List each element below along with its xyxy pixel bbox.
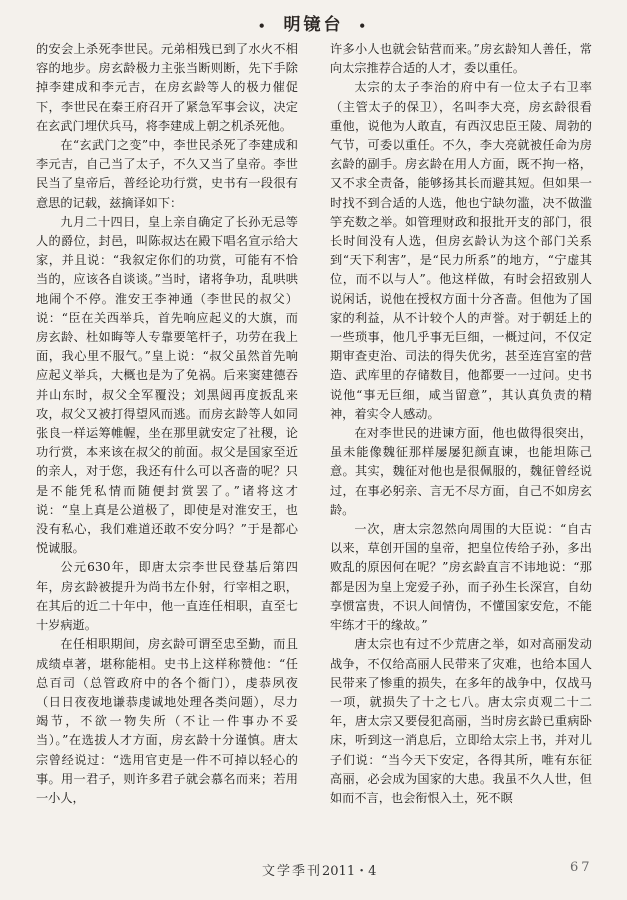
paragraph: 的安会上杀死李世民。元弟相残已到了水火不相容的地步。房玄龄极力主张当断则断，先下手除掉李建成和李元吉，在房玄龄等人的极力催促下，李世民在秦王府召开了紧急军事会议，决定在玄武门埋伏兵马，将李建成上朝之机杀死他。	[36, 42, 298, 133]
paragraph: 许多小人也就会钻营而来。”房玄龄知人善任，常向太宗推荐合适的人才，委以重任。	[330, 42, 592, 76]
paragraph: 在对李世民的进谏方面，他也做得很突出，虽未能像魏征那样屡屡犯颜直谏，也能坦陈己意。其实，魏征对他也是很佩服的，魏征曾经说过，在事必躬亲、言无不尽方面，自己不如房玄龄。	[330, 426, 592, 517]
paragraph: 九月二十四日，皇上亲自确定了长孙无忌等人的爵位，封邑，叫陈叔达在殿下唱名宣示给大家，并且说：“我叙定你们的功赏，可能有不恰当的，应该各自谈谈。”当时，诸将争功，乱哄哄地闹个不停。淮安王李神通（李世民的叔父）说：“臣在关西举兵，首先响应起义的大旗，而房玄龄、杜如晦等人专靠要笔杆子，功劳在我上面，我心里不服气。”皇上说：“叔父虽然首先响应起义举兵，大概也是为了免祸。后来窦建德吞并山东时，叔父全军覆没；刘黑闼再度扳乱来攻，叔父又被打得望风而逃。而房玄龄等人如同张良一样运筹帷幄，坐在那里就安定了社稷，论功行赏，本来该在叔父的前面。叔父是国家至近的亲人，对于您，我还有什么可以吝啬的呢？只是不能凭私情而随便封赏罢了。”诸将这才说：“皇上真是公道极了，即使是对淮安王，也没有私心，我们难道还敢不安分吗？”于是都心悦诚服。	[36, 214, 298, 556]
page-number: 67	[570, 860, 593, 875]
paragraph: 一次，唐太宗忽然向周围的大臣说：“自古以来，草创开国的皇帝，把皇位传给子孙，多出败乱的原因何在呢？”房玄龄直言不讳地说：“那都是因为皇上宠爱子孙，而子孙生长深宫，自幼享惯富贵，不识人间情伪，不懂国家安危，不能牢练才干的缘故。”	[330, 522, 592, 633]
header-dot-left: •	[257, 18, 269, 33]
section-header	[0, 10, 627, 35]
paragraph: 在“玄武门之变”中，李世民杀死了李建成和李元吉，自己当了太子，不久又当了皇帝。李世民当了皇帝后，普经论功行赏，史书有一段很有意思的记载，兹摘译如下：	[36, 138, 298, 210]
paragraph: 唐太宗也有过不少荒唐之举，如对高丽发动战争，不仅给高丽人民带来了灾难，也给本国人民带来了惨重的损失，在多年的战争中，仅战马一项，就损失了十之七八。唐太宗贞观二十二年，唐太宗又要侵犯高丽，当时房玄龄已重病卧床，听到这一消息后，立即给太宗上书，并对儿子们说：“当今天下安定，各得其所，唯有东征高丽，必会成为国家的大患。我虽不久人世，但如而不言，也会衔恨入土，死不瞑	[330, 637, 592, 805]
issue-number: 2011・4	[322, 864, 377, 879]
left-column	[36, 40, 298, 845]
paragraph: 太宗的太子李治的府中有一位太子右卫率（主管太子的保卫），名叫李大亮，房玄龄很看重他，说他为人敢直，有西汉忠臣王陵、周勃的气节，可委以重任。不久，李大亮就被任命为房玄龄的副手。房玄龄在用人方面，既不拘一格，又不求全责备，能够扬其长而避其短。但如果一时找不到合适的人选，他也宁缺勿滥，决不做滥竽充数之举。如管理财政和报批开支的部门，很长时间没有人选，但房玄龄认为这个部门关系到“天下利害”，是“民力所系”的地方，“宁虚其位，而不以与人”。他这样做，有时会招致别人说闲话，说他在授权方面十分吝啬。但他为了国家的利益，从不计较个人的声誉。对于朝廷上的一些琐事，他几乎事无巨细，一概过问，不仅定期审查吏治、司法的得失优劣，甚至连宫室的营造、武库里的存储数目，他都要一一过问。史书说他“事无巨细，咸当留意”，其认真负责的精神，着实令人感动。	[330, 80, 592, 421]
section-title: 明镜台	[283, 15, 344, 35]
journal-name: 文学季刊	[262, 864, 323, 879]
header-dot-right: •	[358, 18, 370, 33]
paragraph: 公元630年，即唐太宗李世民登基后第四年，房玄龄被提升为尚书左仆射，行宰相之职，在其后的近二十年中，他一直连任相职，直至七十岁病逝。	[36, 560, 298, 633]
right-column	[330, 40, 592, 845]
paragraph: 在任相职期间，房玄龄可谓至忠至勤，而且成绩卓著，堪称能相。史书上这样称赞他：“任总百司（总管政府中的各个衙门），虔恭夙夜（日日夜夜地谦恭虔诚地处理各类问题），尽力竭节，不欲一物失所（不让一件事办不妥当）。”在选拔人才方面，房玄龄十分谨慎。唐太宗曾经说过：“选用官吏是一件不可掉以轻心的事。用一君子，则许多君子就会慕名而来；若用一小人，	[36, 637, 298, 805]
